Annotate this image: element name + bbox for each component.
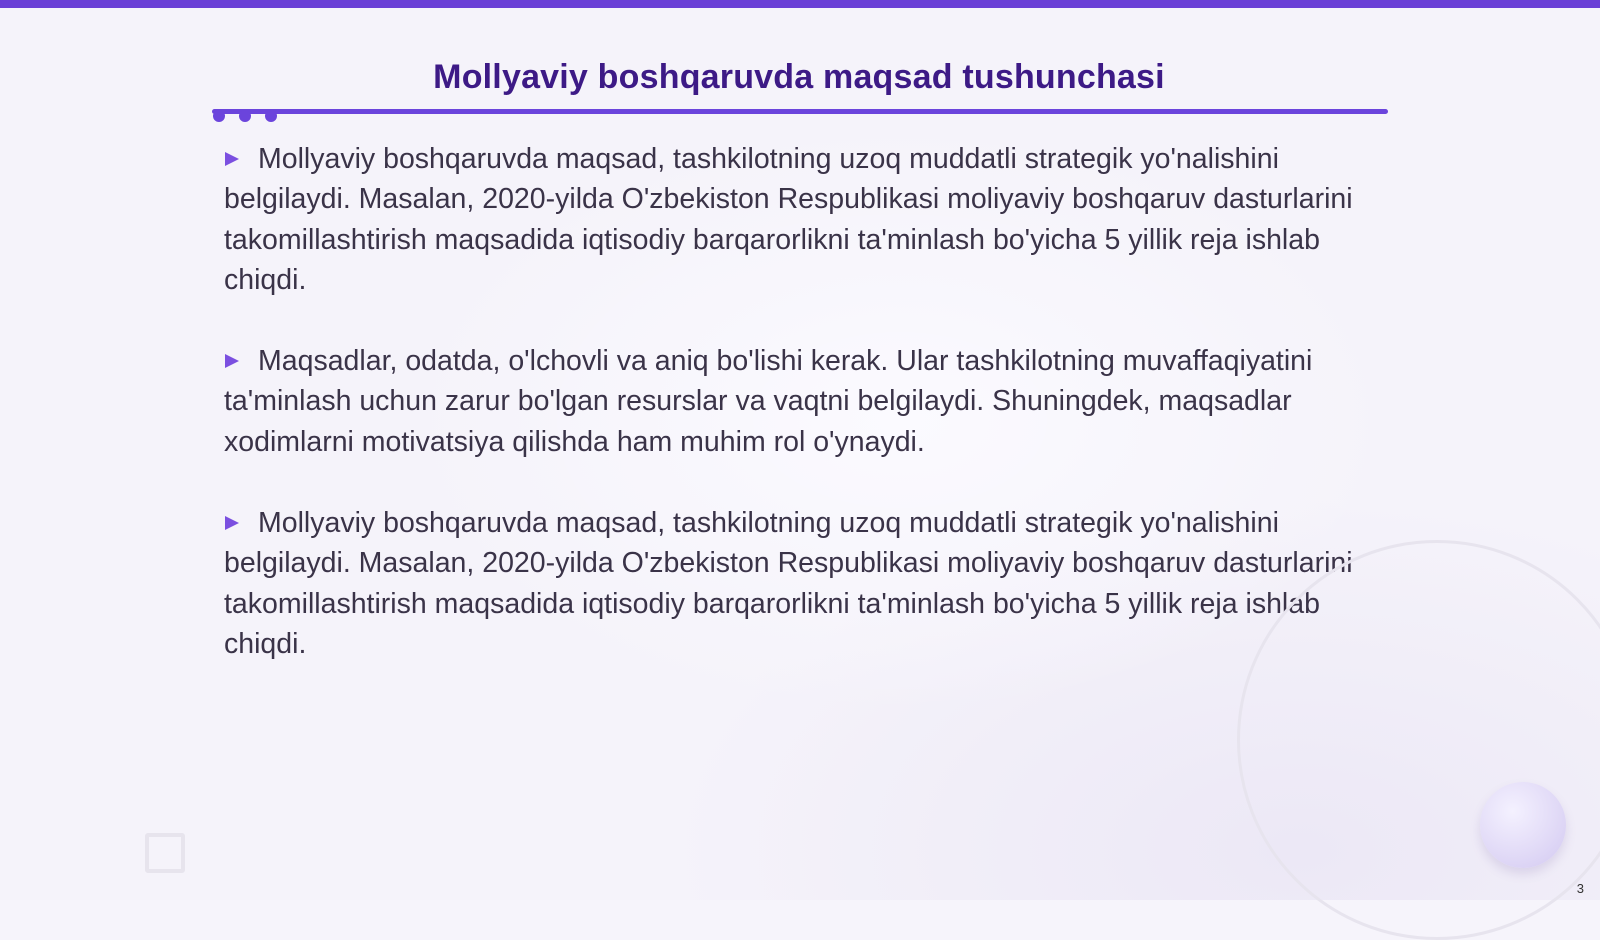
triangle-right-icon <box>224 151 240 167</box>
title-underline <box>212 109 1388 114</box>
bullet-paragraph <box>224 139 1374 300</box>
underline-dot <box>239 110 251 122</box>
page-number: 3 <box>1576 881 1584 896</box>
decorative-sphere <box>1480 782 1566 868</box>
triangle-right-icon <box>224 515 240 531</box>
slide-title: Mollyaviy boshqaruvda maqsad tushunchasi <box>433 58 1165 96</box>
bullet-paragraph <box>224 503 1374 664</box>
bullet-list <box>224 139 1374 705</box>
bullet-text: Maqsadlar, odatda, o'lchovli va aniq bo'lishi kerak. Ular tashkilotning muvaffaqiyatini ta'minlash uchun zarur bo'lgan resurslar va vaqtni belgilaydi. Shuningdek, maqsadlar xodimlarni motivatsiya qilishda ham muhim rol o'ynaydi. <box>224 345 1313 458</box>
underline-dot <box>265 110 277 122</box>
triangle-right-icon <box>224 353 240 369</box>
bullet-paragraph <box>224 341 1374 462</box>
bullet-text: Mollyaviy boshqaruvda maqsad, tashkilotning uzoq muddatli strategik yo'nalishini belgilaydi. Masalan, 2020-yilda O'zbekiston Respublikasi moliyaviy boshqaruv dasturlarini takomillashtirish maqsadida iqtisodiy barqarorlikni ta'minlash bo'yicha 5 yillik reja ishlab chiqdi. <box>224 507 1353 660</box>
decorative-square <box>145 833 185 873</box>
underline-dot <box>213 110 225 122</box>
top-accent-bar <box>0 0 1600 8</box>
bullet-text: Mollyaviy boshqaruvda maqsad, tashkilotning uzoq muddatli strategik yo'nalishini belgilaydi. Masalan, 2020-yilda O'zbekiston Respublikasi moliyaviy boshqaruv dasturlarini takomillashtirish maqsadida iqtisodiy barqarorlikni ta'minlash bo'yicha 5 yillik reja ishlab chiqdi. <box>224 143 1353 296</box>
